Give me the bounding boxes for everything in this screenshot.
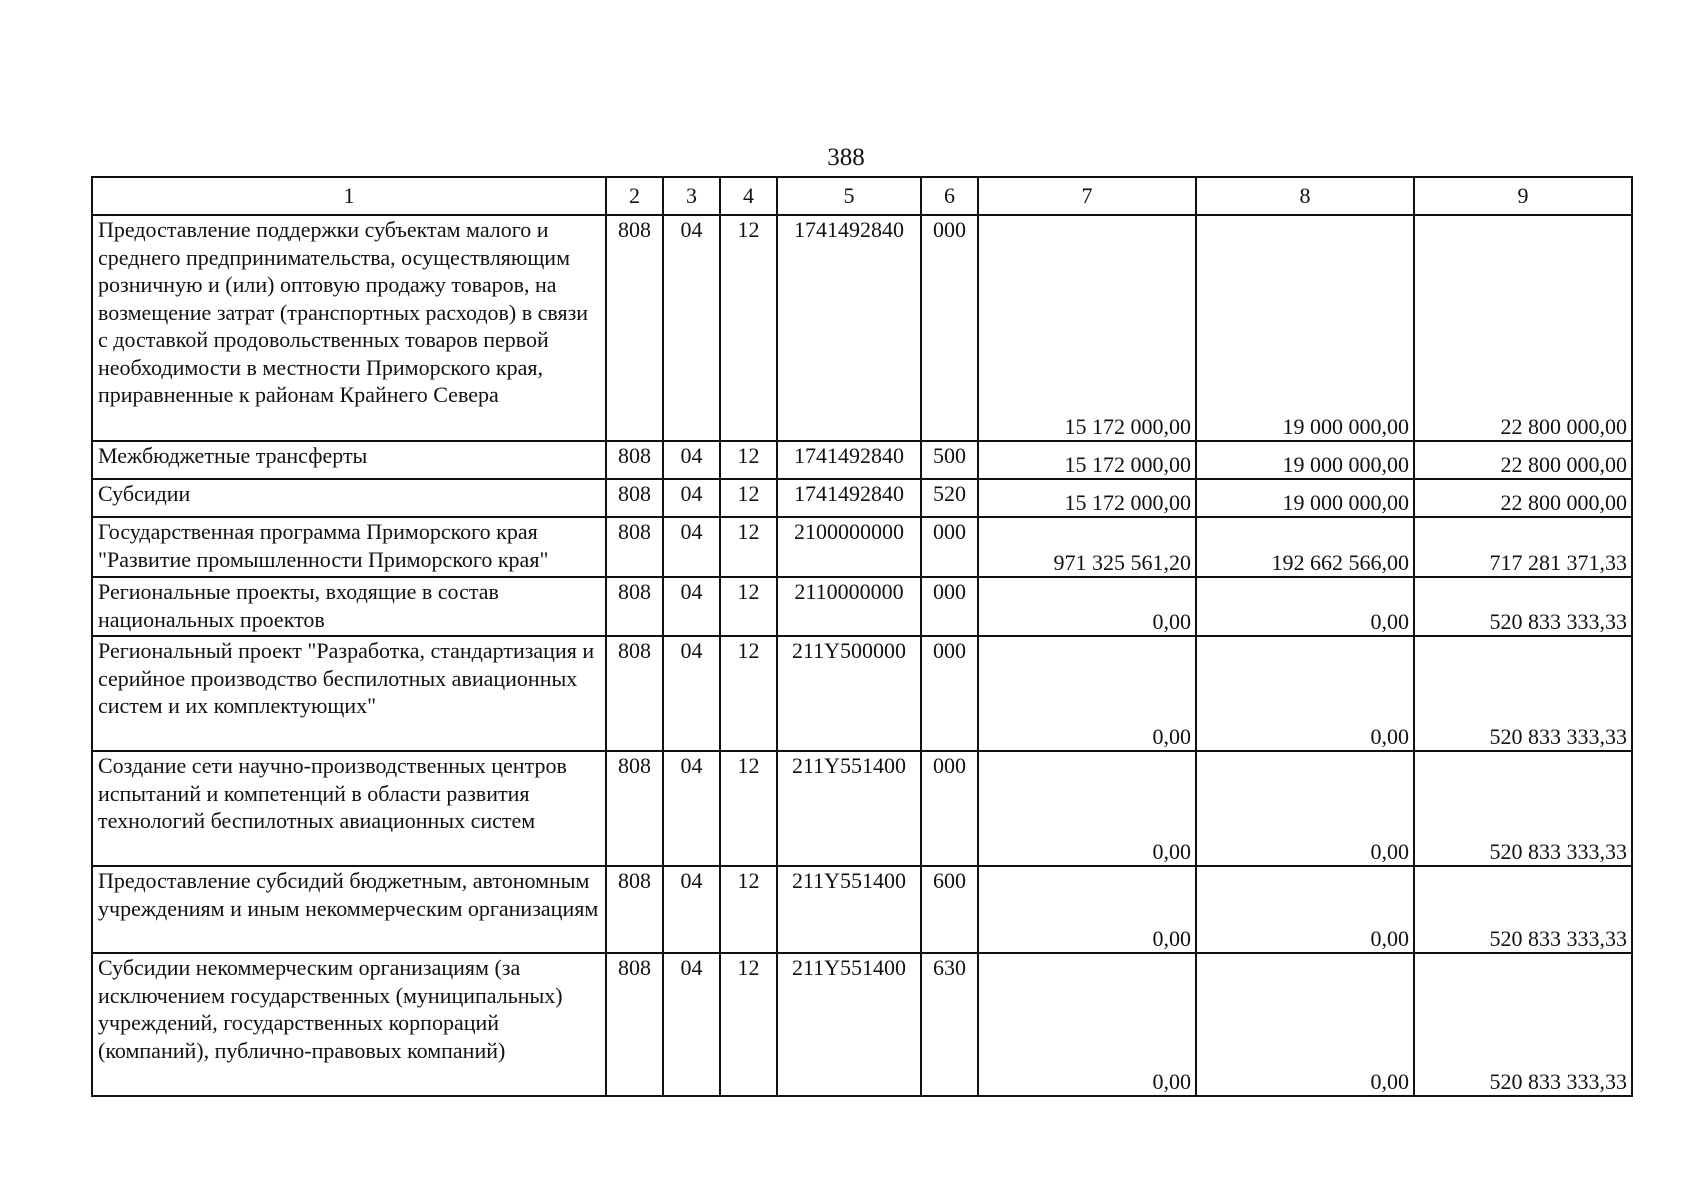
column-header: 3 <box>663 177 720 215</box>
subsection-code: 12 <box>720 517 777 577</box>
amount-col-9: 520 833 333,33 <box>1414 577 1632 636</box>
amount-col-9: 520 833 333,33 <box>1414 866 1632 953</box>
expense-type-code: 500 <box>921 441 978 479</box>
target-article-code: 2100000000 <box>777 517 921 577</box>
item-name: Предоставление поддержки субъектам малого и среднего предпринимательства, осуществляющим розничную и (или) оптовую продажу товаров, на возмещение затрат (транспортных расходов) в связи с доставкой продовольственных товаров первой необходимости в местности Приморского края, приравненные к районам Крайнего Севера <box>92 215 606 441</box>
amount-col-8: 19 000 000,00 <box>1196 441 1414 479</box>
section-code: 04 <box>663 479 720 517</box>
column-header: 4 <box>720 177 777 215</box>
header-row <box>92 177 1632 215</box>
table-row <box>92 953 1632 1096</box>
subsection-code: 12 <box>720 866 777 953</box>
amount-col-8: 19 000 000,00 <box>1196 479 1414 517</box>
ministry-code: 808 <box>606 953 663 1096</box>
item-name: Региональные проекты, входящие в состав национальных проектов <box>92 577 606 636</box>
ministry-code: 808 <box>606 577 663 636</box>
amount-col-8: 0,00 <box>1196 953 1414 1096</box>
target-article-code: 211Y551400 <box>777 751 921 866</box>
ministry-code: 808 <box>606 479 663 517</box>
amount-col-8: 192 662 566,00 <box>1196 517 1414 577</box>
amount-col-8: 0,00 <box>1196 866 1414 953</box>
amount-col-9: 22 800 000,00 <box>1414 441 1632 479</box>
ministry-code: 808 <box>606 751 663 866</box>
expense-type-code: 000 <box>921 517 978 577</box>
expense-type-code: 630 <box>921 953 978 1096</box>
budget-table <box>91 176 1633 1097</box>
amount-col-7: 0,00 <box>978 577 1196 636</box>
expense-type-code: 600 <box>921 866 978 953</box>
column-header: 8 <box>1196 177 1414 215</box>
amount-col-8: 0,00 <box>1196 636 1414 751</box>
item-name: Государственная программа Приморского края "Развитие промышленности Приморского края" <box>92 517 606 577</box>
target-article-code: 211Y500000 <box>777 636 921 751</box>
amount-col-7: 971 325 561,20 <box>978 517 1196 577</box>
item-name: Субсидии некоммерческим организациям (за исключением государственных (муниципальных) учреждений, государственных корпораций (компаний), публично-правовых компаний) <box>92 953 606 1096</box>
subsection-code: 12 <box>720 479 777 517</box>
expense-type-code: 000 <box>921 636 978 751</box>
subsection-code: 12 <box>720 441 777 479</box>
expense-type-code: 000 <box>921 215 978 441</box>
amount-col-9: 520 833 333,33 <box>1414 636 1632 751</box>
table-row <box>92 479 1632 517</box>
amount-col-7: 0,00 <box>978 866 1196 953</box>
ministry-code: 808 <box>606 866 663 953</box>
table-row <box>92 441 1632 479</box>
amount-col-9: 22 800 000,00 <box>1414 479 1632 517</box>
table-row <box>92 215 1632 441</box>
column-header: 6 <box>921 177 978 215</box>
section-code: 04 <box>663 441 720 479</box>
section-code: 04 <box>663 517 720 577</box>
subsection-code: 12 <box>720 215 777 441</box>
ministry-code: 808 <box>606 441 663 479</box>
table-row <box>92 751 1632 866</box>
subsection-code: 12 <box>720 751 777 866</box>
table-row <box>92 866 1632 953</box>
table-row <box>92 577 1632 636</box>
amount-col-8: 0,00 <box>1196 751 1414 866</box>
target-article-code: 211Y551400 <box>777 866 921 953</box>
column-header: 2 <box>606 177 663 215</box>
ministry-code: 808 <box>606 215 663 441</box>
expense-type-code: 000 <box>921 577 978 636</box>
section-code: 04 <box>663 953 720 1096</box>
table-row <box>92 517 1632 577</box>
ministry-code: 808 <box>606 636 663 751</box>
item-name: Создание сети научно-производственных центров испытаний и компетенций в области развития технологий беспилотных авиационных систем <box>92 751 606 866</box>
section-code: 04 <box>663 751 720 866</box>
column-header: 5 <box>777 177 921 215</box>
amount-col-7: 0,00 <box>978 953 1196 1096</box>
column-header: 1 <box>92 177 606 215</box>
amount-col-9: 717 281 371,33 <box>1414 517 1632 577</box>
subsection-code: 12 <box>720 577 777 636</box>
target-article-code: 1741492840 <box>777 479 921 517</box>
item-name: Региональный проект "Разработка, стандартизация и серийное производство беспилотных авиационных систем и их комплектующих" <box>92 636 606 751</box>
amount-col-7: 15 172 000,00 <box>978 479 1196 517</box>
expense-type-code: 000 <box>921 751 978 866</box>
amount-col-7: 15 172 000,00 <box>978 441 1196 479</box>
section-code: 04 <box>663 866 720 953</box>
amount-col-7: 15 172 000,00 <box>978 215 1196 441</box>
ministry-code: 808 <box>606 517 663 577</box>
section-code: 04 <box>663 636 720 751</box>
subsection-code: 12 <box>720 953 777 1096</box>
expense-type-code: 520 <box>921 479 978 517</box>
target-article-code: 1741492840 <box>777 215 921 441</box>
subsection-code: 12 <box>720 636 777 751</box>
table-row <box>92 636 1632 751</box>
item-name: Межбюджетные трансферты <box>92 441 606 479</box>
item-name: Субсидии <box>92 479 606 517</box>
target-article-code: 1741492840 <box>777 441 921 479</box>
column-header: 9 <box>1414 177 1632 215</box>
amount-col-9: 520 833 333,33 <box>1414 953 1632 1096</box>
amount-col-8: 0,00 <box>1196 577 1414 636</box>
amount-col-9: 22 800 000,00 <box>1414 215 1632 441</box>
amount-col-8: 19 000 000,00 <box>1196 215 1414 441</box>
column-header: 7 <box>978 177 1196 215</box>
target-article-code: 2110000000 <box>777 577 921 636</box>
page-number: 388 <box>827 144 865 171</box>
amount-col-7: 0,00 <box>978 751 1196 866</box>
amount-col-9: 520 833 333,33 <box>1414 751 1632 866</box>
target-article-code: 211Y551400 <box>777 953 921 1096</box>
section-code: 04 <box>663 577 720 636</box>
amount-col-7: 0,00 <box>978 636 1196 751</box>
section-code: 04 <box>663 215 720 441</box>
item-name: Предоставление субсидий бюджетным, автономным учреждениям и иным некоммерческим организациям <box>92 866 606 953</box>
